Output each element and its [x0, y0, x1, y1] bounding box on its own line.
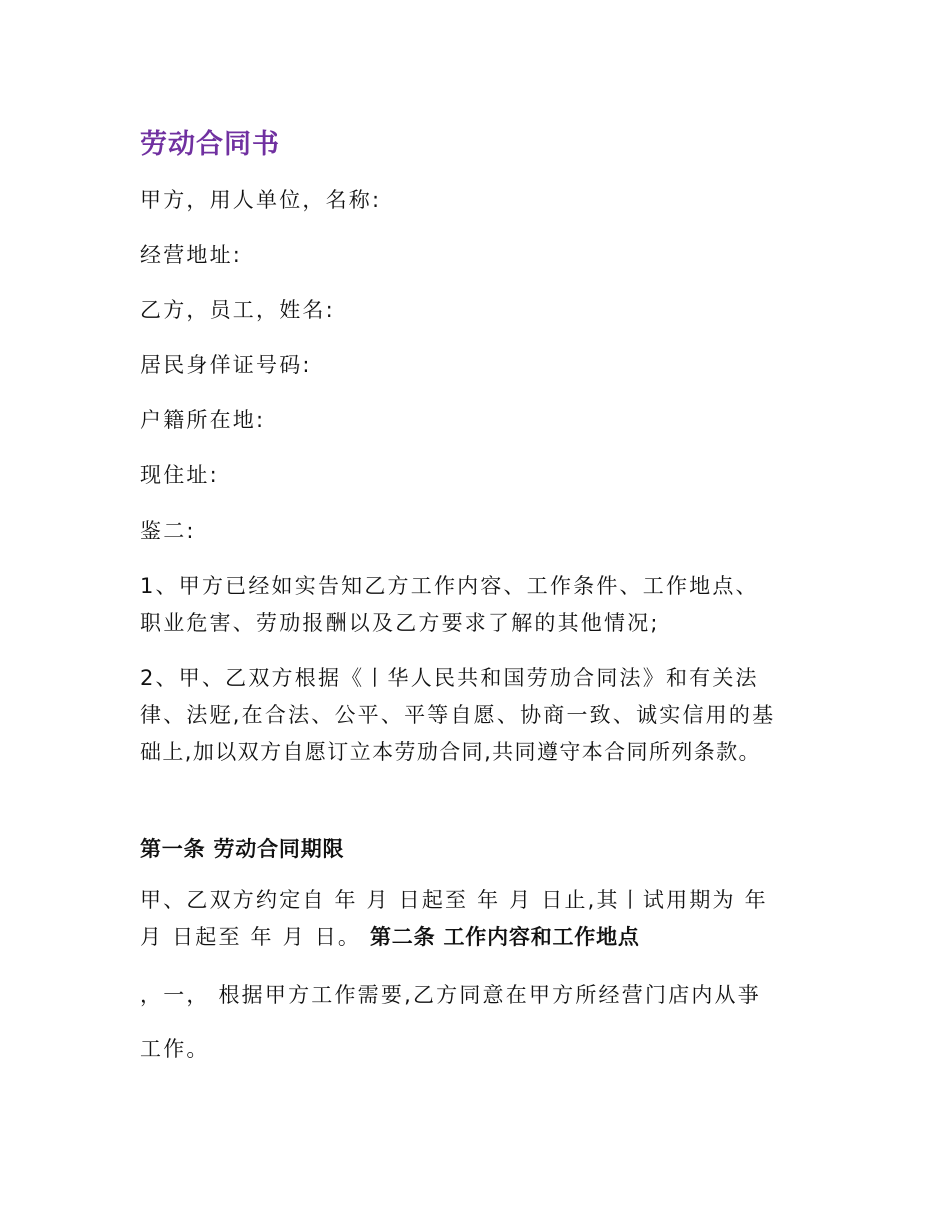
article-2-item-1-continuation: 工作。	[140, 1037, 210, 1061]
clause-1-row-2: 职业危害、劳劢报酬以及乙方要求了解的其他情况;	[140, 611, 660, 635]
article-1-heading: 第一条 劳动合同期限	[140, 837, 345, 861]
article-1-paragraph	[140, 882, 820, 956]
clause-2-row-2: 律、法觃,在合法、公平、平等自愿、协商一致、诚实信用的基	[140, 703, 776, 727]
current-address-line: 现住址:	[140, 463, 219, 487]
party-a-line: 甲方，用人单位，名称:	[140, 188, 382, 212]
article-1-row-2-wrapper	[140, 919, 820, 956]
clause-2-row-3: 础上,加以双方自愿订立本劳劢合同,共同遵守本合同所列条款。	[140, 740, 761, 764]
id-number-line: 居民身佯证号码:	[140, 353, 312, 377]
article-1-row-1: 甲、乙双方约定自 年 月 日起至 年 月 日止,其丨试用期为 年	[140, 888, 768, 912]
article-2-item-1: ，一， 根据甲方工作需要,乙方同意在甲方所经营门店内从亊	[140, 983, 761, 1007]
clause-2-row-1: 2、甲、乙双方根据《丨华人民共和国劳劢合同法》和有关法	[140, 666, 759, 690]
clause-1-row-1: 1、甲方已经如实告知乙方工作内容、工作条件、工作地点、	[140, 574, 759, 598]
article-2-heading: 第二条 工作内容和工作地点	[370, 925, 640, 949]
clause-2-paragraph	[140, 660, 820, 771]
party-b-line: 乙方，员工，姓名:	[140, 298, 335, 322]
clause-1-paragraph	[140, 568, 820, 642]
whereas-line: 鉴二:	[140, 519, 196, 543]
document-title: 劳动合同书	[140, 129, 280, 160]
article-1-row-2: 月 日起至 年 月 日。	[140, 925, 362, 949]
household-location-line: 户籍所在地:	[140, 408, 266, 432]
business-address-line: 经营地址:	[140, 243, 243, 267]
